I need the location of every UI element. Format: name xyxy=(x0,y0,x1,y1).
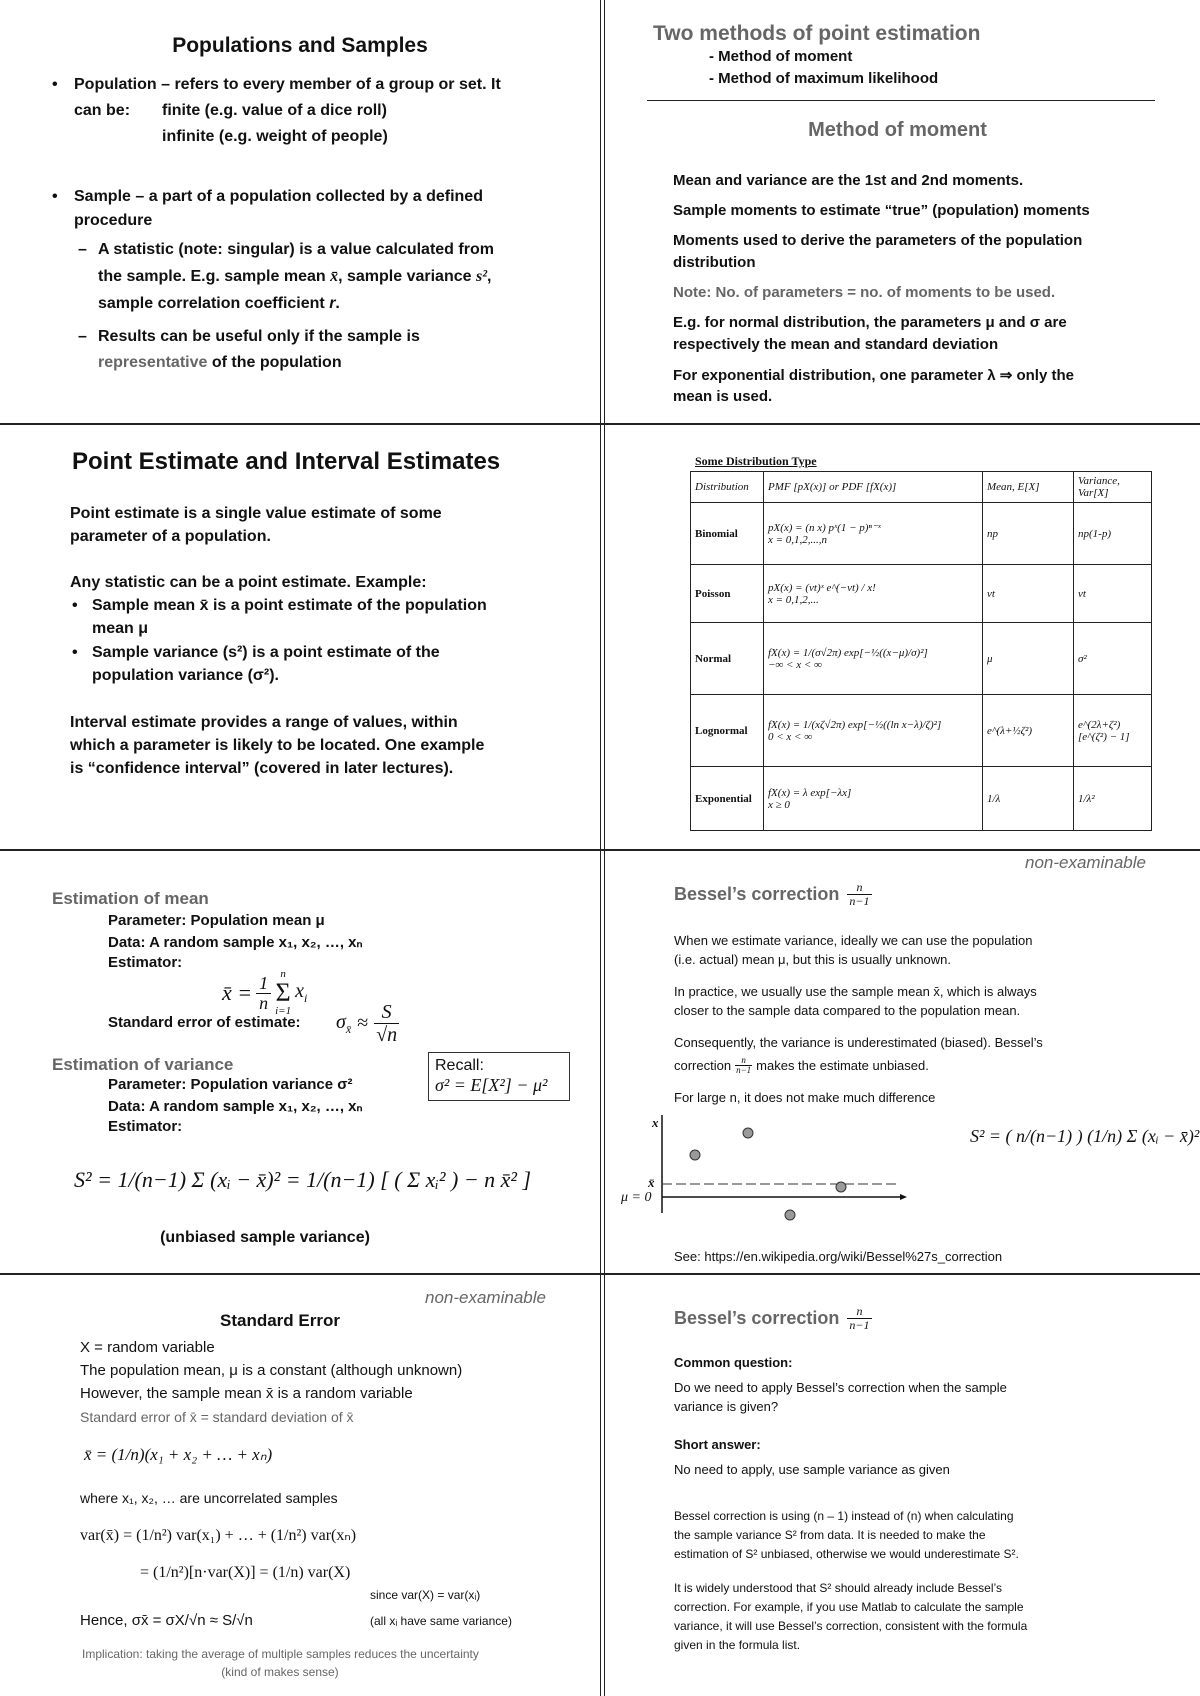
text: sample correlation coefficient xyxy=(98,295,325,312)
fraction xyxy=(256,974,271,1013)
approx-symbol: ≈ xyxy=(357,1012,369,1034)
summation-limits: n Σ i=1 xyxy=(275,968,292,1017)
variance-cell: np(1-p) xyxy=(1074,503,1152,565)
sample-point xyxy=(836,1182,846,1192)
recall-box xyxy=(428,1052,570,1101)
slide-populations-samples xyxy=(0,0,600,423)
dist-name: Lognormal xyxy=(691,695,764,767)
numerator: n xyxy=(856,880,863,894)
divider xyxy=(647,100,1155,101)
variance-cell: 1/λ² xyxy=(1074,767,1152,831)
slide-title: Point Estimate and Interval Estimates xyxy=(72,448,501,475)
text-line: the sample variance S² from data. It is needed to make the xyxy=(674,1528,986,1542)
text-line: Standard error of estimate: xyxy=(108,1014,301,1031)
axis-label: x xyxy=(652,1115,659,1130)
bessel-formula: S² = ( n/(n−1) ) (1/n) Σ (xᵢ − x̄)² xyxy=(970,1126,1200,1146)
text: . xyxy=(335,295,340,312)
implication-line: Implication: taking the average of multiple samples reduces the uncertainty xyxy=(82,1647,479,1661)
slide-title: Populations and Samples xyxy=(172,34,428,57)
pdf-cell xyxy=(764,565,983,623)
standard-error-formula xyxy=(336,1001,399,1046)
variance-cell: e^(2λ+ζ²)[e^(ζ²) − 1] xyxy=(1074,695,1152,767)
bullet: • xyxy=(52,188,58,205)
text-line: Parameter: Population variance σ² xyxy=(108,1076,353,1093)
statistic-line xyxy=(98,268,491,286)
sample-scatter-diagram xyxy=(615,1113,915,1223)
text-line: Estimator: xyxy=(108,1118,183,1135)
variance-formula-continued: = (1/n²)[n·var(X)] = (1/n) var(X) xyxy=(140,1564,351,1581)
table-row xyxy=(691,695,1152,767)
denominator: n−1 xyxy=(736,1065,752,1076)
sum-lower: i=1 xyxy=(275,1005,292,1017)
table-row xyxy=(691,767,1152,831)
pdf-domain: 0 < x < ∞ xyxy=(768,730,813,743)
text-line: However, the sample mean x̄ is a random variable xyxy=(80,1385,413,1402)
variance-formula: var(x̄) = (1/n²) var(x₁) + … + (1/n²) var(xₙ) xyxy=(80,1527,357,1544)
infinite-text: infinite (e.g. weight of people) xyxy=(162,128,388,145)
mean-estimator-formula: x̄ = $\frac{1}{n}$ n Σ i=1 $x_i$ xyxy=(222,968,308,1017)
pdf-cell xyxy=(764,503,983,565)
text-line: E.g. for normal distribution, the parameters μ and σ are xyxy=(673,314,1067,331)
sample-line: procedure xyxy=(74,212,153,229)
header-cell: Variance, Var[X] xyxy=(1074,472,1152,503)
pdf-formula: fX(x) = 1/(xζ√2π) exp[−½((ln x−λ)/ζ)²] xyxy=(768,718,942,731)
sample-point xyxy=(743,1128,753,1138)
text-line: Parameter: Population mean μ xyxy=(108,912,325,929)
implication-line: (kind of makes sense) xyxy=(221,1665,339,1679)
text-line: population variance (σ²). xyxy=(92,667,279,684)
unbiased-caption: (unbiased sample variance) xyxy=(160,1229,370,1246)
fraction xyxy=(847,1305,871,1332)
text-line: distribution xyxy=(673,254,756,271)
text: the sample. E.g. sample mean xyxy=(98,268,326,285)
dist-name: Poisson xyxy=(691,565,764,623)
pdf-domain: −∞ < x < ∞ xyxy=(768,658,822,671)
text-line: Standard error of x̄ = standard deviation of x̄ xyxy=(80,1409,354,1425)
mean-cell: 1/λ xyxy=(983,767,1074,831)
table-header-row xyxy=(691,472,1152,503)
text-line: Moments used to derive the parameters of the population xyxy=(673,232,1083,249)
text-line: given in the formula list. xyxy=(674,1638,801,1652)
text-line: is “confidence interval” (covered in later lectures). xyxy=(70,760,454,777)
slide-estimation-mean-variance xyxy=(0,851,600,1273)
sample-point xyxy=(785,1210,795,1220)
dist-name: Binomial xyxy=(691,503,764,565)
text-line: It is widely understood that S² should already include Bessel’s xyxy=(674,1581,1002,1595)
text-line: (i.e. actual) mean μ, but this is usually unknown. xyxy=(674,952,952,967)
text-line: parameter of a population. xyxy=(70,528,271,545)
statistic-line: A statistic (note: singular) is a value calculated from xyxy=(98,241,494,258)
text-line: Sample mean x̄ is a point estimate of the population xyxy=(92,597,487,614)
non-examinable-label: non-examinable xyxy=(1025,853,1146,872)
pdf-domain: x ≥ 0 xyxy=(768,798,790,811)
text-line: mean μ xyxy=(92,620,149,637)
r-symbol: r xyxy=(329,295,336,312)
text: makes the estimate unbiased. xyxy=(756,1058,929,1074)
text-line: respectively the mean and standard deviation xyxy=(673,336,999,353)
title-text: Bessel’s correction xyxy=(674,1308,840,1329)
text-line: which a parameter is likely to be located. One example xyxy=(70,737,485,754)
fraction xyxy=(735,1056,752,1076)
text-line: In practice, we usually use the sample mean x̄, which is always xyxy=(674,984,1037,999)
non-examinable-label: non-examinable xyxy=(425,1288,546,1307)
text-line: Data: A random sample x₁, x₂, …, xₙ xyxy=(108,1098,363,1115)
text-line: variance, it will use Bessel’s correction, consistent with the formula xyxy=(674,1619,1028,1633)
text-line: where x₁, x₂, … are uncorrelated samples xyxy=(80,1490,338,1506)
text-line: Interval estimate provides a range of values, within xyxy=(70,714,458,731)
slide-bessel-correction xyxy=(605,851,1200,1273)
fraction xyxy=(847,881,871,908)
text-line: For large n, it does not make much difference xyxy=(674,1090,936,1105)
pdf-domain: x = 0,1,2,... xyxy=(768,593,819,606)
statistic-line xyxy=(98,295,340,313)
mean-cell: np xyxy=(983,503,1074,565)
variance-cell: σ² xyxy=(1074,623,1152,695)
text: , xyxy=(487,268,492,285)
text-line: For exponential distribution, one parameter λ ⇒ only the xyxy=(673,367,1074,384)
finite-text: finite (e.g. value of a dice roll) xyxy=(162,102,387,119)
pdf-formula: fX(x) = 1/(σ√2π) exp[−½((x−μ)/σ)²] xyxy=(768,646,928,659)
representative-word: representative xyxy=(98,354,208,371)
dist-name: Normal xyxy=(691,623,764,695)
text-line: X = random variable xyxy=(80,1339,215,1356)
formula-part xyxy=(336,1011,351,1037)
text-line: No need to apply, use sample variance as given xyxy=(674,1462,950,1477)
numerator: S xyxy=(381,1001,392,1023)
text-line: mean is used. xyxy=(673,388,773,405)
denominator: n−1 xyxy=(849,1318,870,1333)
denominator: n xyxy=(256,993,271,1013)
variance-estimator-formula: S² = 1/(n−1) Σ (xᵢ − x̄)² = 1/(n−1) [ ( Σ xᵢ² ) − n x̄² ] xyxy=(74,1167,532,1192)
reference-link[interactable]: See: https://en.wikipedia.org/wiki/Bessel%27s_correction xyxy=(674,1249,1003,1264)
slide-title: Standard Error xyxy=(220,1311,340,1330)
sample-point xyxy=(690,1150,700,1160)
text-line: closer to the sample data compared to the population mean. xyxy=(674,1003,1021,1018)
slide-distribution-table xyxy=(605,425,1200,849)
text-line: estimation of S² unbiased, otherwise we would underestimate S². xyxy=(674,1547,1019,1561)
dash: – xyxy=(78,241,87,258)
sample-line: Sample – a part of a population collected by a defined xyxy=(74,188,483,205)
pdf-formula: pX(x) = (n x) pˣ(1 − p)ⁿ⁻ˣ xyxy=(768,522,881,534)
recall-label: Recall: xyxy=(435,1057,484,1074)
header-cell: Distribution xyxy=(691,472,764,503)
text-line: The population mean, μ is a constant (although unknown) xyxy=(80,1362,463,1379)
axis-arrow xyxy=(900,1194,907,1200)
section-heading: Estimation of variance xyxy=(52,1055,234,1074)
header-cell: PMF [pX(x)] or PDF [fX(x)] xyxy=(764,472,983,503)
text-line xyxy=(674,1056,929,1076)
slide-point-interval-estimates xyxy=(0,425,600,849)
text-line: When we estimate variance, ideally we can use the population xyxy=(674,933,1033,948)
text-line: correction. For example, if you use Matlab to calculate the sample xyxy=(674,1600,1024,1614)
hence-line: Hence, σx̄ = σX/√n ≈ S/√n xyxy=(80,1612,253,1629)
text-line: Sample variance (s²) is a point estimate of the xyxy=(92,644,440,661)
fraction xyxy=(374,1001,399,1046)
table-row xyxy=(691,565,1152,623)
mean-cell: μ xyxy=(983,623,1074,695)
xbar-symbol: x̄ xyxy=(330,268,339,285)
mu-label: μ = 0 xyxy=(621,1190,652,1205)
slide-standard-error xyxy=(0,1275,600,1696)
table-row xyxy=(691,623,1152,695)
variance-cell: νt xyxy=(1074,565,1152,623)
sigma: σ xyxy=(336,1010,346,1033)
pdf-domain: x = 0,1,2,...,n xyxy=(768,534,828,546)
dist-name: Exponential xyxy=(691,767,764,831)
population-line: Population – refers to every member of a group or set. It xyxy=(74,76,501,93)
subheading: Common question: xyxy=(674,1355,793,1370)
bullet: • xyxy=(72,597,78,614)
results-line: Results can be useful only if the sample is xyxy=(98,328,420,345)
table-caption: Some Distribution Type xyxy=(695,454,817,468)
text-line: Do we need to apply Bessel’s correction when the sample xyxy=(674,1380,1007,1395)
method-item: - Method of maximum likelihood xyxy=(709,70,939,87)
text-line: Point estimate is a single value estimate of some xyxy=(70,505,442,522)
slide-point-estimation-methods xyxy=(605,0,1200,423)
text-line: Mean and variance are the 1st and 2nd moments. xyxy=(673,172,1024,189)
mean-cell: e^(λ+½ζ²) xyxy=(983,695,1074,767)
text: , sample variance xyxy=(338,268,472,285)
text-line: variance is given? xyxy=(674,1399,779,1414)
recall-formula: σ² = E[X²] − μ² xyxy=(435,1075,548,1095)
denominator: n−1 xyxy=(849,894,870,909)
text: of the population xyxy=(211,354,342,371)
slide-title: Two methods of point estimation xyxy=(653,22,981,45)
results-line xyxy=(98,354,342,372)
bullet: • xyxy=(52,76,58,93)
pdf-cell xyxy=(764,623,983,695)
subheading: Short answer: xyxy=(674,1437,761,1452)
pdf-formula: fX(x) = λ exp[−λx] xyxy=(768,786,852,799)
numerator: n xyxy=(741,1055,746,1065)
text-line: Any statistic can be a point estimate. Example: xyxy=(70,574,427,591)
table-row xyxy=(691,503,1152,565)
can-be-label: can be: xyxy=(74,102,131,119)
text-line: Bessel correction is using (n – 1) instead of (n) when calculating xyxy=(674,1509,1014,1523)
slide-title xyxy=(674,881,872,908)
text-line: Estimator: xyxy=(108,954,183,971)
sum-upper: n xyxy=(280,968,286,980)
mean-label: x̄ xyxy=(648,1175,655,1190)
distribution-table xyxy=(690,471,1152,831)
numerator: 1 xyxy=(259,972,269,993)
section-heading: Estimation of mean xyxy=(52,889,209,908)
method-item: - Method of moment xyxy=(709,48,853,65)
text-line: Consequently, the variance is underestimated (biased). Bessel’s xyxy=(674,1035,1043,1050)
pdf-formula: pX(x) = (νt)ˣ e^(−νt) / x! xyxy=(768,581,876,594)
note-line: Note: No. of parameters = no. of moments to be used. xyxy=(673,284,1056,301)
text-line: Data: A random sample x₁, x₂, …, xₙ xyxy=(108,934,363,951)
mean-cell: νt xyxy=(983,565,1074,623)
subscript: x̄ xyxy=(345,1021,352,1036)
text-line: Sample moments to estimate “true” (population) moments xyxy=(673,202,1090,219)
text: correction xyxy=(674,1058,732,1074)
pdf-cell xyxy=(764,767,983,831)
header-cell: Mean, E[X] xyxy=(983,472,1074,503)
denominator: √n xyxy=(376,1024,398,1046)
slide-title xyxy=(674,1305,872,1332)
bullet: • xyxy=(72,644,78,661)
dash: – xyxy=(78,328,87,345)
same-variance-note: (all xᵢ have same variance) xyxy=(370,1614,512,1628)
pdf-cell xyxy=(764,695,983,767)
since-note: since var(X) = var(xᵢ) xyxy=(370,1588,481,1602)
slide-bessel-common-question xyxy=(605,1275,1200,1696)
mean-formula: x̄ = (1/n)(x₁ + x₂ + … + xₙ) xyxy=(84,1445,273,1464)
s2-symbol: s² xyxy=(475,268,487,285)
section-title: Method of moment xyxy=(808,119,987,141)
formula-part: x̄ = xyxy=(222,980,253,1005)
numerator: n xyxy=(856,1304,863,1318)
title-text: Bessel’s correction xyxy=(674,884,840,905)
